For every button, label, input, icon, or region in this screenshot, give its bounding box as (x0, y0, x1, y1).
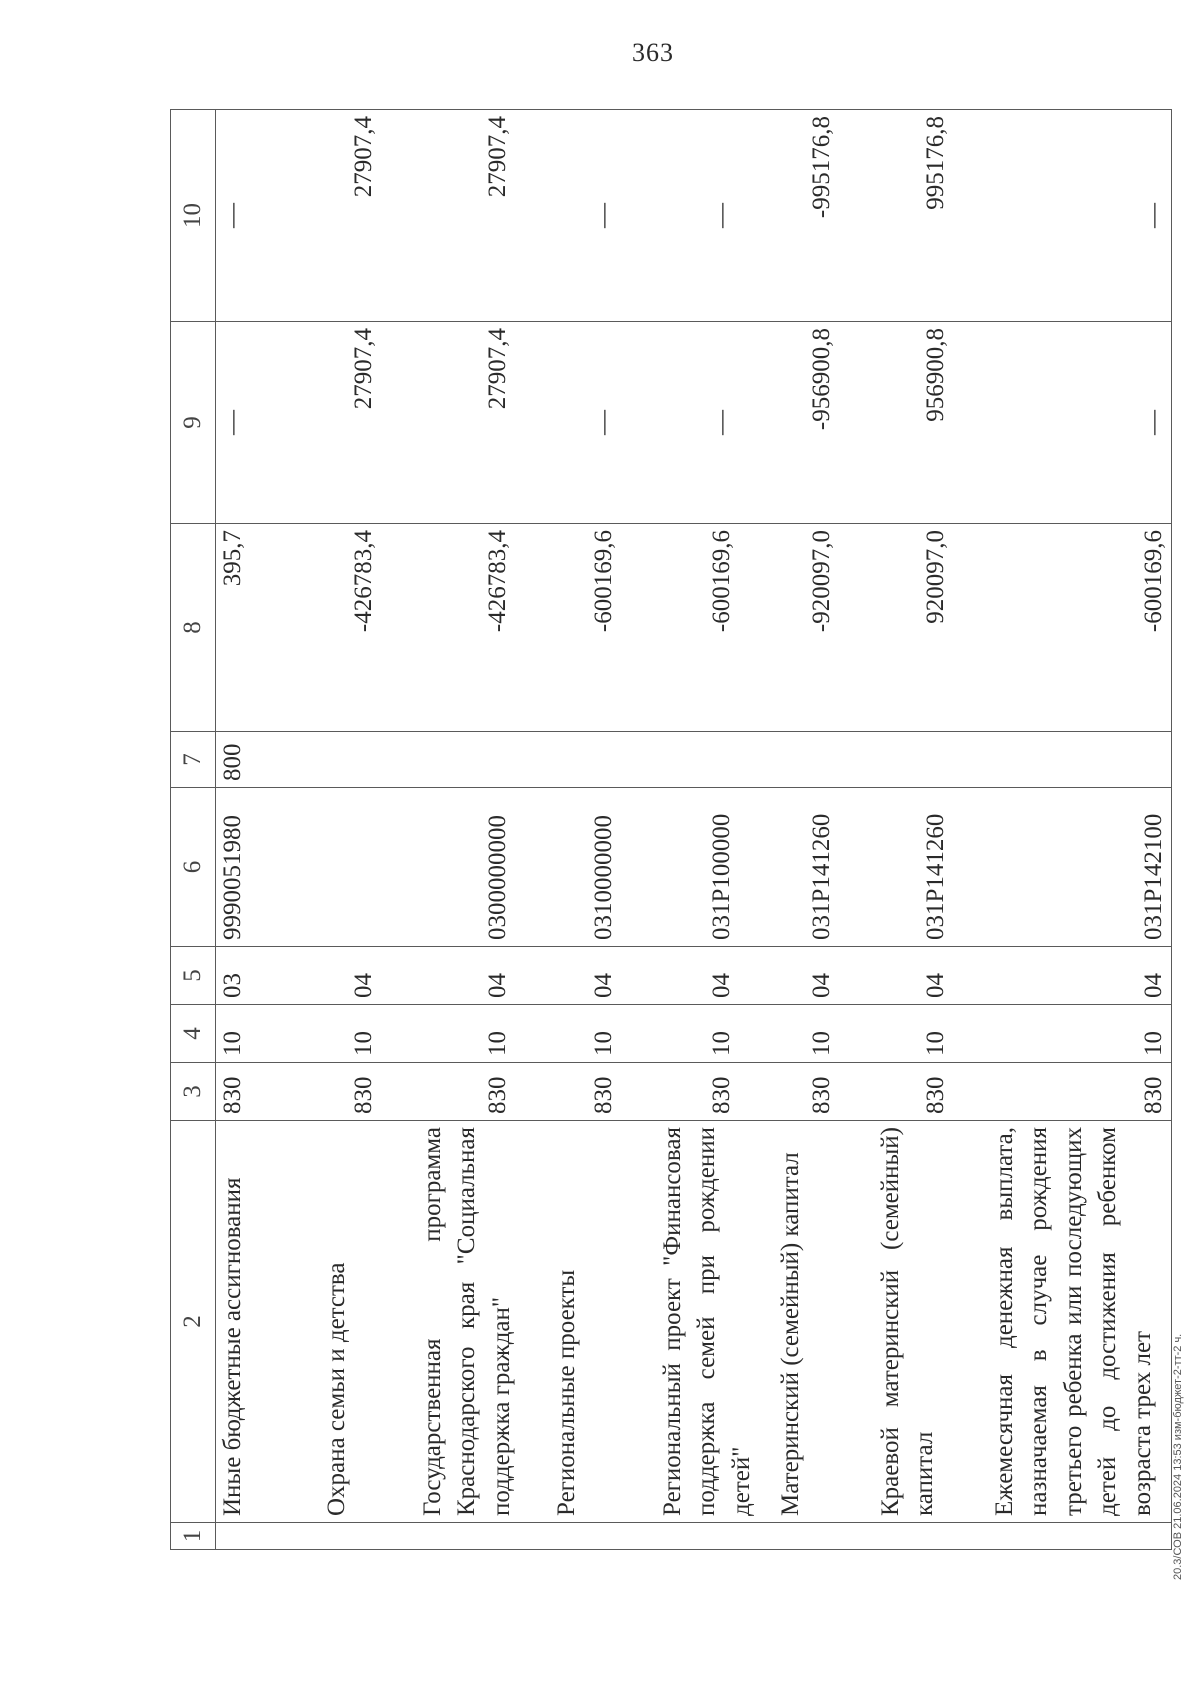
row-num (840, 1523, 954, 1550)
cell-c10: — (550, 110, 622, 322)
table-row (840, 110, 954, 1550)
cell-c5: 04 (774, 947, 840, 1005)
row-name: Региональный проект "Финансовая поддержка семей при рождении детей" (622, 1121, 774, 1523)
row-num (382, 1523, 550, 1550)
row-num (954, 1523, 1172, 1550)
table-row (954, 110, 1172, 1550)
cell-c8: -600169,6 (550, 524, 622, 732)
cell-c6: 031P100000 (622, 788, 774, 947)
cell-c8: 920097,0 (840, 524, 954, 732)
cell-c3: 830 (216, 1063, 286, 1121)
cell-c3: 830 (774, 1063, 840, 1121)
row-name: Краевой материнский (семейный) капитал (840, 1121, 954, 1523)
cell-c7 (382, 732, 550, 788)
cell-c5: 04 (622, 947, 774, 1005)
cell-c6: 0300000000 (382, 788, 550, 947)
column-header: 2 (171, 1121, 216, 1523)
cell-c5: 04 (286, 947, 382, 1005)
cell-c6: 031P142100 (954, 788, 1172, 947)
cell-c3: 830 (840, 1063, 954, 1121)
cell-c10: — (216, 110, 286, 322)
column-header: 10 (171, 110, 216, 322)
rotated-table-container (170, 110, 1170, 1550)
cell-c9: — (622, 322, 774, 524)
cell-c4: 10 (382, 1005, 550, 1063)
cell-c3: 830 (286, 1063, 382, 1121)
cell-c5: 04 (550, 947, 622, 1005)
column-header: 7 (171, 732, 216, 788)
cell-c3: 830 (622, 1063, 774, 1121)
cell-c9: — (216, 322, 286, 524)
cell-c8: -920097,0 (774, 524, 840, 732)
cell-c4: 10 (774, 1005, 840, 1063)
cell-c7 (840, 732, 954, 788)
column-header: 1 (171, 1523, 216, 1550)
cell-c8: -600169,6 (954, 524, 1172, 732)
budget-table (170, 109, 1172, 1550)
row-num (774, 1523, 840, 1550)
cell-c3: 830 (954, 1063, 1172, 1121)
row-num (550, 1523, 622, 1550)
column-header: 6 (171, 788, 216, 947)
cell-c8: -600169,6 (622, 524, 774, 732)
cell-c10: 27907,4 (382, 110, 550, 322)
cell-c5: 03 (216, 947, 286, 1005)
cell-c8: 395,7 (216, 524, 286, 732)
cell-c9: — (550, 322, 622, 524)
cell-c5: 04 (954, 947, 1172, 1005)
cell-c4: 10 (622, 1005, 774, 1063)
column-header: 8 (171, 524, 216, 732)
row-name: Охрана семьи и детства (286, 1121, 382, 1523)
cell-c4: 10 (954, 1005, 1172, 1063)
cell-c3: 830 (382, 1063, 550, 1121)
cell-c7 (550, 732, 622, 788)
row-num (216, 1523, 286, 1550)
table-row (774, 110, 840, 1550)
cell-c3: 830 (550, 1063, 622, 1121)
column-header: 3 (171, 1063, 216, 1121)
cell-c6: 0310000000 (550, 788, 622, 947)
column-header: 5 (171, 947, 216, 1005)
table-row (286, 110, 382, 1550)
cell-c10: — (954, 110, 1172, 322)
cell-c10: — (622, 110, 774, 322)
cell-c5: 04 (840, 947, 954, 1005)
table-header-row (171, 110, 216, 1550)
cell-c7 (622, 732, 774, 788)
cell-c8: -426783,4 (382, 524, 550, 732)
cell-c5: 04 (382, 947, 550, 1005)
cell-c6: 031P141260 (840, 788, 954, 947)
cell-c10: 27907,4 (286, 110, 382, 322)
row-name: Региональные проекты (550, 1121, 622, 1523)
cell-c10: -995176,8 (774, 110, 840, 322)
table-row (550, 110, 622, 1550)
cell-c7: 800 (216, 732, 286, 788)
cell-c9: — (954, 322, 1172, 524)
cell-c9: -956900,8 (774, 322, 840, 524)
cell-c7 (774, 732, 840, 788)
footer-note: 20.3/СОВ 21.06.2024 13:53 изм-бюджет-2-тт-2 ч. (1172, 1333, 1184, 1580)
row-name: Материнский (семейный) капитал (774, 1121, 840, 1523)
row-num (622, 1523, 774, 1550)
cell-c9: 27907,4 (382, 322, 550, 524)
column-header: 4 (171, 1005, 216, 1063)
cell-c6: 031P141260 (774, 788, 840, 947)
cell-c4: 10 (550, 1005, 622, 1063)
cell-c7 (286, 732, 382, 788)
cell-c4: 10 (840, 1005, 954, 1063)
column-header: 9 (171, 322, 216, 524)
table-row (622, 110, 774, 1550)
cell-c9: 956900,8 (840, 322, 954, 524)
cell-c8: -426783,4 (286, 524, 382, 732)
row-num (286, 1523, 382, 1550)
table-row (382, 110, 550, 1550)
table-row (216, 110, 286, 1550)
row-name: Иные бюджетные ассигнования (216, 1121, 286, 1523)
cell-c4: 10 (286, 1005, 382, 1063)
cell-c6: 9990051980 (216, 788, 286, 947)
row-name: Ежемесячная денежная выплата, назначаемая в случае рождения третьего ребенка или последующих детей до достижения ребенком возраста трех лет (954, 1121, 1172, 1523)
cell-c6 (286, 788, 382, 947)
cell-c4: 10 (216, 1005, 286, 1063)
cell-c9: 27907,4 (286, 322, 382, 524)
cell-c10: 995176,8 (840, 110, 954, 322)
cell-c7 (954, 732, 1172, 788)
page-number: 363 (632, 38, 674, 67)
row-name: Государственная программа Краснодарского края "Социальная поддержка граждан" (382, 1121, 550, 1523)
